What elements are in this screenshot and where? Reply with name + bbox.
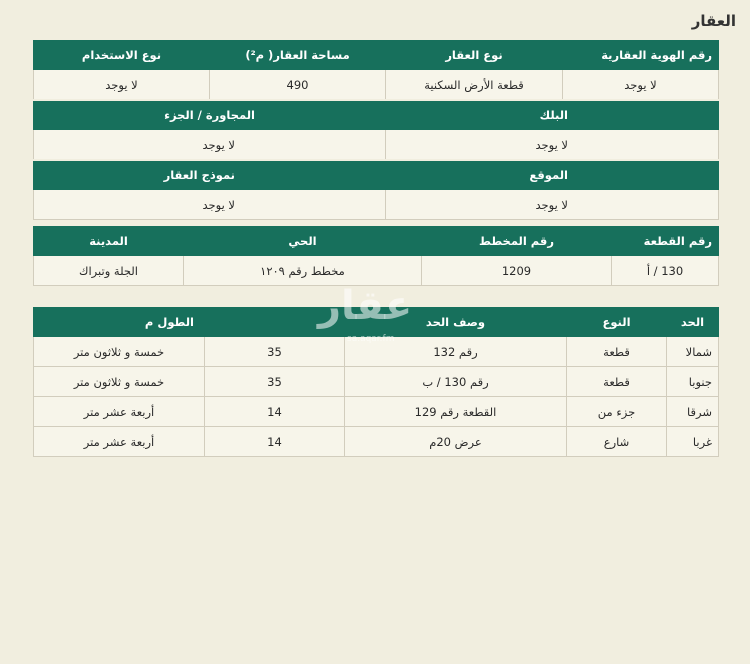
header-neighborhood-part: المجاورة / الجزء (34, 100, 386, 130)
value-property-area: 490 (210, 70, 386, 101)
boundary-description: عرض 20م (345, 427, 567, 457)
value-row-3 (34, 190, 719, 220)
header-location: الموقع (386, 160, 719, 190)
value-neighborhood-part: لا يوجد (34, 130, 386, 161)
aqar-watermark-site: sa.aqar.fm (347, 334, 395, 344)
table-row (34, 427, 719, 457)
value-row-2 (34, 130, 719, 161)
boundary-length-text: أربعة عشر متر (34, 427, 205, 457)
value-city: الجلة وتبراك (34, 256, 184, 286)
boundary-side: شمالا (667, 337, 719, 367)
header-block: البلك (386, 100, 719, 130)
header-row-3 (34, 160, 719, 190)
plot-info-table (33, 226, 719, 286)
value-row-4 (34, 256, 719, 286)
value-block: لا يوجد (386, 130, 719, 161)
header-property-model: نموذج العقار (34, 160, 386, 190)
header-district: الحي (184, 227, 422, 256)
boundary-type: جزء من (567, 397, 667, 427)
header-row-2 (34, 100, 719, 130)
boundary-length: 35 (205, 337, 345, 367)
header-property-area: مساحة العقار( م²) (210, 41, 386, 70)
boundary-type: قطعة (567, 367, 667, 397)
boundary-type: قطعة (567, 337, 667, 367)
header-boundary-side: الحد (667, 308, 719, 337)
header-plot-number: رقم القطعة (612, 227, 719, 256)
header-usage-type: نوع الاستخدام (34, 41, 210, 70)
header-property-id: رقم الهوية العقارية (563, 41, 719, 70)
section-title: العقار (691, 12, 736, 30)
table-row (34, 397, 719, 427)
boundary-length: 14 (205, 427, 345, 457)
boundary-side: جنوبا (667, 367, 719, 397)
table-row (34, 367, 719, 397)
value-district: مخطط رقم ١٢٠٩ (184, 256, 422, 286)
boundary-length: 35 (205, 367, 345, 397)
value-plot-number: 130 / أ (612, 256, 719, 286)
header-city: المدينة (34, 227, 184, 256)
boundaries-table (33, 307, 719, 457)
header-boundary-type: النوع (567, 308, 667, 337)
header-property-type: نوع العقار (386, 41, 563, 70)
boundary-length-text: أربعة عشر متر (34, 397, 205, 427)
boundary-length-text: خمسة و ثلاثون متر (34, 367, 205, 397)
value-row-1 (34, 70, 719, 101)
boundary-type: شارع (567, 427, 667, 457)
header-plan-number: رقم المخطط (422, 227, 612, 256)
boundary-length: 14 (205, 397, 345, 427)
value-property-type: قطعة الأرض السكنية (386, 70, 563, 101)
boundary-side: شرقا (667, 397, 719, 427)
value-location: لا يوجد (386, 190, 719, 220)
header-boundary-description: وصف الحد (345, 308, 567, 337)
value-usage-type: لا يوجد (34, 70, 210, 101)
value-property-id: لا يوجد (563, 70, 719, 101)
header-boundary-length: الطول م (34, 308, 345, 337)
value-plan-number: 1209 (422, 256, 612, 286)
boundary-length-text: خمسة و ثلاثون متر (34, 337, 205, 367)
header-row-1 (34, 41, 719, 70)
boundary-description: القطعة رقم 129 (345, 397, 567, 427)
boundary-description: رقم 132 (345, 337, 567, 367)
aqar-watermark-logo: عقار (318, 283, 413, 329)
boundary-side: غربا (667, 427, 719, 457)
property-info-table (33, 40, 719, 220)
boundary-description: رقم 130 / ب (345, 367, 567, 397)
header-row-4 (34, 227, 719, 256)
value-property-model: لا يوجد (34, 190, 386, 220)
